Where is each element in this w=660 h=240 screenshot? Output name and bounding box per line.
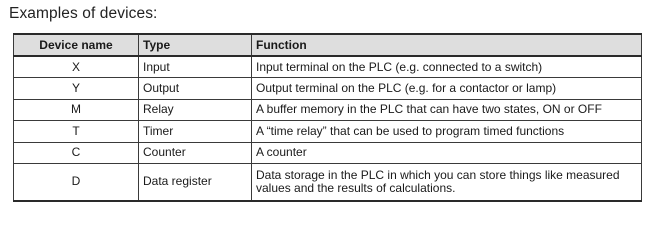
table-row	[14, 121, 642, 143]
device-name-cell: C	[14, 142, 139, 164]
header-function: Function	[252, 34, 642, 56]
table-row	[14, 99, 642, 121]
table-row	[14, 164, 642, 201]
function-cell: Output terminal on the PLC (e.g. for a contactor or lamp)	[252, 78, 642, 100]
function-cell: Input terminal on the PLC (e.g. connected to a switch)	[252, 56, 642, 78]
function-cell: A buffer memory in the PLC that can have two states, ON or OFF	[252, 99, 642, 121]
table-row	[14, 56, 642, 78]
device-name-cell: X	[14, 56, 139, 78]
table-row	[14, 78, 642, 100]
table-row	[14, 142, 642, 164]
function-cell: Data storage in the PLC in which you can store things like measured values and the results of calculations.	[252, 164, 642, 201]
devices-table	[13, 33, 642, 202]
device-name-cell: D	[14, 164, 139, 201]
page-heading: Examples of devices:	[9, 5, 158, 22]
device-name-cell: Y	[14, 78, 139, 100]
function-cell: A counter	[252, 142, 642, 164]
function-cell: A “time relay” that can be used to program timed functions	[252, 121, 642, 143]
device-name-cell: T	[14, 121, 139, 143]
type-cell: Counter	[139, 142, 252, 164]
type-cell: Timer	[139, 121, 252, 143]
type-cell: Relay	[139, 99, 252, 121]
table-header-row	[14, 34, 642, 56]
header-type: Type	[139, 34, 252, 56]
type-cell: Input	[139, 56, 252, 78]
device-name-cell: M	[14, 99, 139, 121]
header-device-name: Device name	[14, 34, 139, 56]
type-cell: Output	[139, 78, 252, 100]
type-cell: Data register	[139, 164, 252, 201]
